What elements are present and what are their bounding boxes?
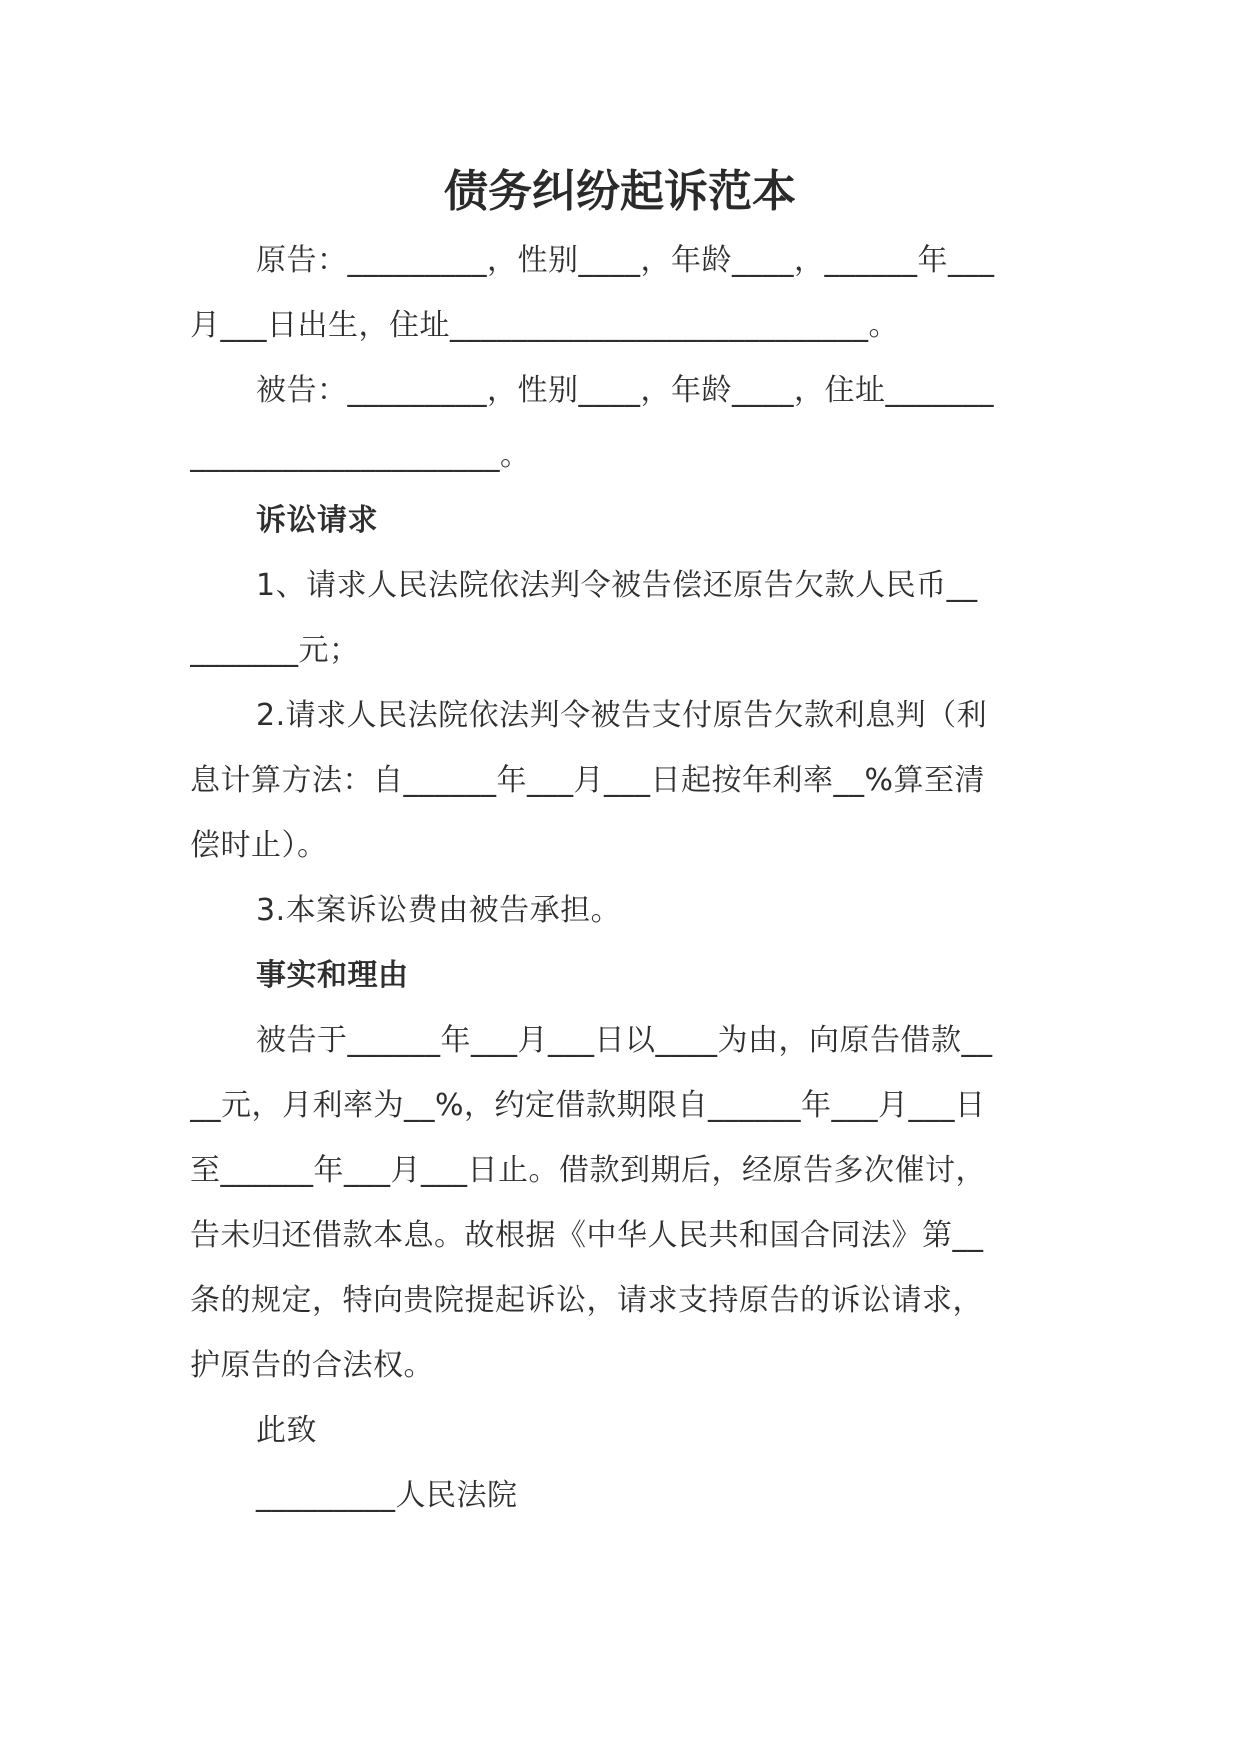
facts-line-4: 告未归还借款本息。故根据《中华人民共和国合同法》第__ xyxy=(190,1218,984,1253)
facts-line-2: __元，月利率为__%，约定借款期限自______年___月___日 xyxy=(190,1088,986,1123)
document-body xyxy=(190,228,1070,1528)
facts-line-6: 护原告的合法权。 xyxy=(190,1348,434,1383)
closing-salutation: 此致 xyxy=(256,1413,317,1448)
plaintiff-line-1: 原告：_________，性别____，年龄____，______年___ xyxy=(256,243,995,278)
facts-heading: 事实和理由 xyxy=(256,958,409,993)
claims-heading: 诉讼请求 xyxy=(256,503,378,538)
defendant-line-2: ____________________。 xyxy=(190,438,531,473)
plaintiff-line-2: 月___日出生，住址___________________________。 xyxy=(190,308,899,343)
facts-line-1: 被告于______年___月___日以____为由，向原告借款__ xyxy=(256,1023,993,1058)
defendant-line-1: 被告：_________，性别____，年龄____，住址_______ xyxy=(256,373,994,408)
claim-2-line-3: 偿时止）。 xyxy=(190,828,328,863)
claim-1-line-2: _______元； xyxy=(190,633,360,668)
facts-line-5: 条的规定，特向贵院提起诉讼，请求支持原告的诉讼请求， xyxy=(190,1283,983,1318)
claim-2-line-2: 息计算方法：自______年___月___日起按年利率__%算至清 xyxy=(190,763,986,798)
claim-1-line-1: 1、请求人民法院依法判令被告偿还原告欠款人民币__ xyxy=(256,568,978,603)
claim-3-line: 3.本案诉讼费由被告承担。 xyxy=(256,893,622,928)
claim-2-line-1: 2.请求人民法院依法判令被告支付原告欠款利息判（利 xyxy=(256,698,988,733)
facts-line-3: 至______年___月___日止。借款到期后，经原告多次催讨， xyxy=(190,1153,986,1188)
document-title: 债务纠纷起诉范本 xyxy=(444,166,796,217)
court-addressee: _________人民法院 xyxy=(256,1478,518,1513)
